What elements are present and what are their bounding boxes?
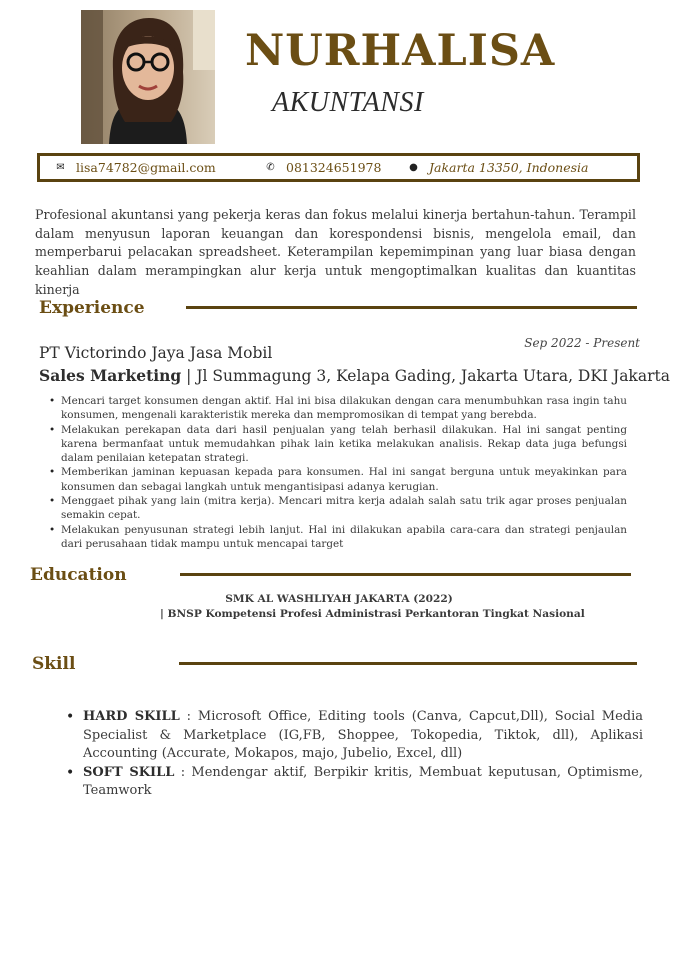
skill-item (83, 764, 643, 801)
education-certification: | BNSP Kompetensi Profesi Administrasi Perkantoran Tingkat Nasional (160, 608, 585, 620)
phone-icon: ✆ (266, 162, 275, 173)
profile-summary: Profesional akuntansi yang pekerja keras dan fokus melalui kinerja bertahun-tahun. Terampil dalam menyusun laporan keuangan dan korespondensi bisnis, mengelola email, dan memperbarui pelacakan spreadsheet. Keterampilan kepemimpinan yang luar biasa dengan keahlian dalam merampingkan alur kerja untuk mengoptimalkan kualitas dan kuantitas kinerja (35, 207, 636, 297)
location-text: Jakarta 13350, Indonesia (429, 160, 589, 175)
duty-item: • Mencari target konsumen dengan aktif. Hal ini bisa dilakukan dengan cara menumbuhkan rasa ingin tahu konsumen, mengenali karakteristik mereka dan mempromosikan di tempat yang berebda. (61, 394, 627, 423)
education-school: SMK AL WASHLIYAH JAKARTA (2022) (225, 593, 453, 605)
skill-item (83, 708, 643, 764)
duty-item: • Menggaet pihak yang lain (mitra kerja). Mencari mitra kerja adalah salah satu trik agar proses penjualan semakin cepat. (61, 494, 627, 523)
duty-item: • Melakukan penyusunan strategi lebih lanjut. Hal ini dilakukan apabila cara-cara dan strategi penjaulan dari perusahaan tidak mampu untuk mencapai target (61, 523, 627, 552)
duties-list (61, 394, 627, 551)
skill-label: SOFT SKILL (83, 764, 175, 780)
job-dates: Sep 2022 - Present (524, 336, 640, 350)
experience-divider (186, 306, 637, 309)
globe-icon: ● (409, 162, 418, 173)
job-position (39, 366, 670, 385)
skills-list (83, 708, 643, 801)
company-name: PT Victorindo Jaya Jasa Mobil (39, 344, 273, 362)
email-text: lisa74782@gmail.com (76, 160, 216, 175)
mail-icon: ✉ (56, 162, 65, 173)
contact-email[interactable] (55, 160, 216, 175)
skill-heading: Skill (32, 654, 76, 674)
candidate-role: AKUNTANSI (272, 87, 424, 118)
skill-label: HARD SKILL (83, 709, 180, 724)
duty-item: • Memberikan jaminan kepuasan kepada para konsumen. Hal ini sangat berguna untuk meyakinkan para konsumen dan sebagai langkah untuk mengantisipasi adanya kerugian. (61, 465, 627, 494)
contact-phone[interactable] (265, 160, 381, 175)
experience-heading: Experience (39, 298, 145, 318)
candidate-name: NURHALISA (245, 26, 556, 76)
skill-text: : Mendengar aktif, Berpikir kritis, Membuat keputusan, Optimisme, Teamwork (83, 764, 643, 799)
contact-bar (37, 153, 640, 182)
contact-location (408, 160, 588, 175)
profile-photo (81, 10, 215, 144)
duty-item: • Melakukan perekapan data dari hasil penjualan yang telah berhasil dilakukan. Hal ini sangat penting karena bermanfaat untuk memudahkan pihak lain ketika melakukan analisis. Rekap data juga befungsi dalam penilaian ketepatan strategi. (61, 423, 627, 466)
education-heading: Education (30, 565, 127, 585)
job-title: Sales Marketing (39, 366, 182, 385)
job-address: | Jl Summagung 3, Kelapa Gading, Jakarta Utara, DKI Jakarta (186, 367, 670, 385)
phone-text: 081324651978 (286, 160, 382, 175)
skill-divider (179, 662, 637, 665)
profile-photo-graphic (81, 10, 215, 144)
skill-text: : Microsoft Office, Editing tools (Canva, Capcut,Dll), Social Media Specialist & Marketplace (IG,FB, Shoppee, Tokopedia, Tiktok, dll), Aplikasi Accounting (Accurate, Mokapos, majo, Jubelio, Excel, dll) (83, 709, 643, 762)
education-divider (180, 573, 631, 576)
